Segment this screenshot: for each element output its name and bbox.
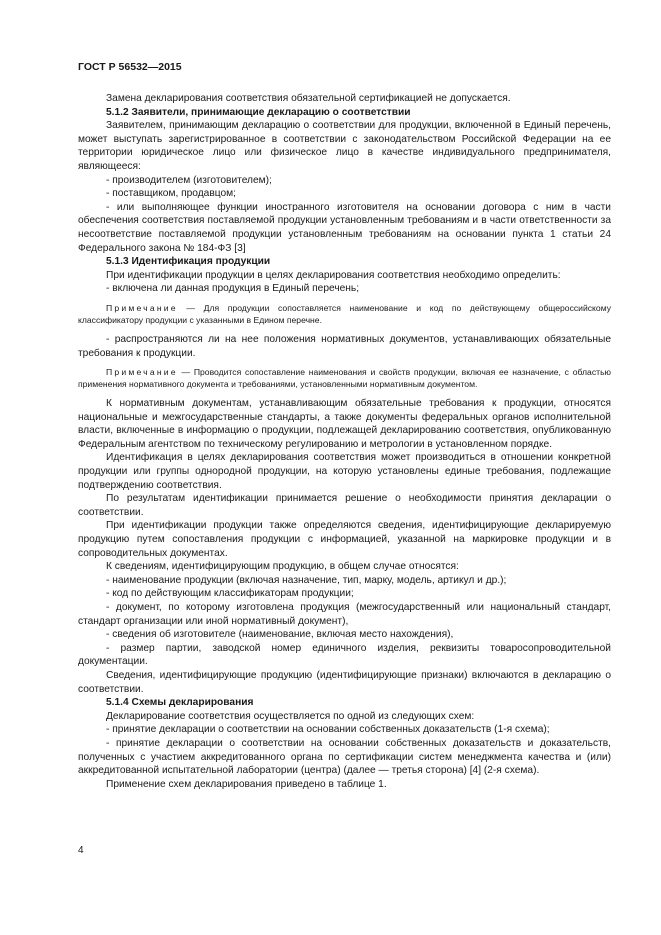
- list-item: - код по действующим классификаторам продукции;: [106, 588, 354, 600]
- list-item: - принятие декларации о соответствии на основании собственных доказательств (1-я схема);: [106, 724, 550, 736]
- note-2: [78, 366, 611, 390]
- list-item: - поставщиком, продавцом;: [106, 188, 236, 200]
- document-body: [78, 92, 611, 791]
- list-item: - размер партии, заводской номер единичного изделия, реквизиты товаросопроводительной документации.: [78, 642, 611, 668]
- list-item: - производителем (изготовителем);: [106, 174, 272, 186]
- list-item: - наименование продукции (включая назначение, тип, марку, модель, артикул и др.);: [106, 574, 507, 586]
- note-text: — Проводится сопоставление наименования и свойств продукции, включая ее назначение, с областью применения нормативного документа и требованиями, установленными нормативным документом.: [78, 367, 611, 390]
- paragraph: По результатам идентификации принимается решение о необходимости принятия декларации о соответствии.: [78, 493, 611, 518]
- paragraph: Декларирование соответствия осуществляется по одной из следующих схем:: [106, 710, 475, 722]
- list-item: - сведения об изготовителе (наименование, включая место нахождения),: [106, 629, 454, 641]
- paragraph: Заявителем, принимающим декларацию о соответствии для продукции, включенной в Единый перечень, может выступать зарегистрированное в соответствии с законодательством Российской Федерации на ее территории юридическое лицо или физическое лицо в качестве индивидуального предпринимателя, являющееся:: [78, 120, 611, 172]
- paragraph: Сведения, идентифицирующие продукцию (идентифицирующие признаки) включаются в декларацию о соответствии.: [78, 669, 611, 695]
- note-label: Примечание: [106, 302, 178, 313]
- note-text: — Для продукции сопоставляется наименование и код по действующему общероссийскому классификатору продукции с указанными в Едином перечне.: [78, 302, 611, 325]
- paragraph: К нормативным документам, устанавливающим обязательные требования к продукции, относятся национальные и межгосударственные стандарты, а также документы федеральных органов исполнительной власти, включенные в информацию о продукции, подлежащей декларированию соответствия, опубликованную Федеральным агентством по техническому регулированию и метрологии в установленном порядке.: [78, 398, 611, 450]
- section-heading-5-1-2: 5.1.2 Заявители, принимающие декларацию о соответствии: [106, 106, 411, 118]
- paragraph: Замена декларирования соответствия обязательной сертификацией не допускается.: [106, 93, 511, 104]
- note-1: [78, 302, 611, 326]
- section-heading-5-1-4: 5.1.4 Схемы декларирования: [106, 697, 254, 709]
- paragraph: При идентификации продукции в целях декларирования соответствия необходимо определить:: [106, 269, 561, 281]
- paragraph: К сведениям, идентифицирующим продукцию, в общем случае относятся:: [106, 561, 459, 573]
- paragraph: Применение схем декларирования приведено в таблице 1.: [106, 778, 387, 790]
- list-item: - принятие декларации о соответствии на основании собственных доказательств и доказательств, полученных с участием аккредитованного органа по сертификации систем менеджмента качества и (или) аккредитованной испытательной лаборатории (центра) (далее — третья сторона) [4] (2-я схема).: [78, 737, 611, 777]
- note-label: Примечание: [106, 367, 178, 378]
- section-heading-5-1-3: 5.1.3 Идентификация продукции: [106, 256, 271, 268]
- page-number: 4: [78, 845, 84, 856]
- paragraph: Идентификация в целях декларирования соответствия может производиться в отношении конкретной продукции или группы однородной продукции, на которую установлены единые требования, подлежащие подтверждению соответствия.: [78, 452, 611, 491]
- list-item: - документ, по которому изготовлена продукция (межгосударственный или национальный стандарт, стандарт организации или иной нормативный документ),: [78, 602, 611, 627]
- document-header: ГОСТ Р 56532—2015: [78, 61, 182, 73]
- paragraph: При идентификации продукции также определяются сведения, идентифицирующие декларируемую продукцию путем сопоставления продукции с информацией, указанной на маркировке продукции и в сопроводительных документах.: [78, 520, 611, 559]
- list-item: - или выполняющее функции иностранного изготовителя на основании договора с ним в части обеспечения соответствия поставляемой продукции установленным требованиям и в части ответственности за несоответствие поставляемой продукции установленным требованиям на основании пункта 1 статьи 24 Федерального закона № 184-ФЗ [3]: [78, 201, 611, 254]
- list-item: - распространяются ли на нее положения нормативных документов, устанавливающих обязательные требования к продукции.: [78, 333, 611, 359]
- list-item: - включена ли данная продукция в Единый перечень;: [106, 283, 360, 295]
